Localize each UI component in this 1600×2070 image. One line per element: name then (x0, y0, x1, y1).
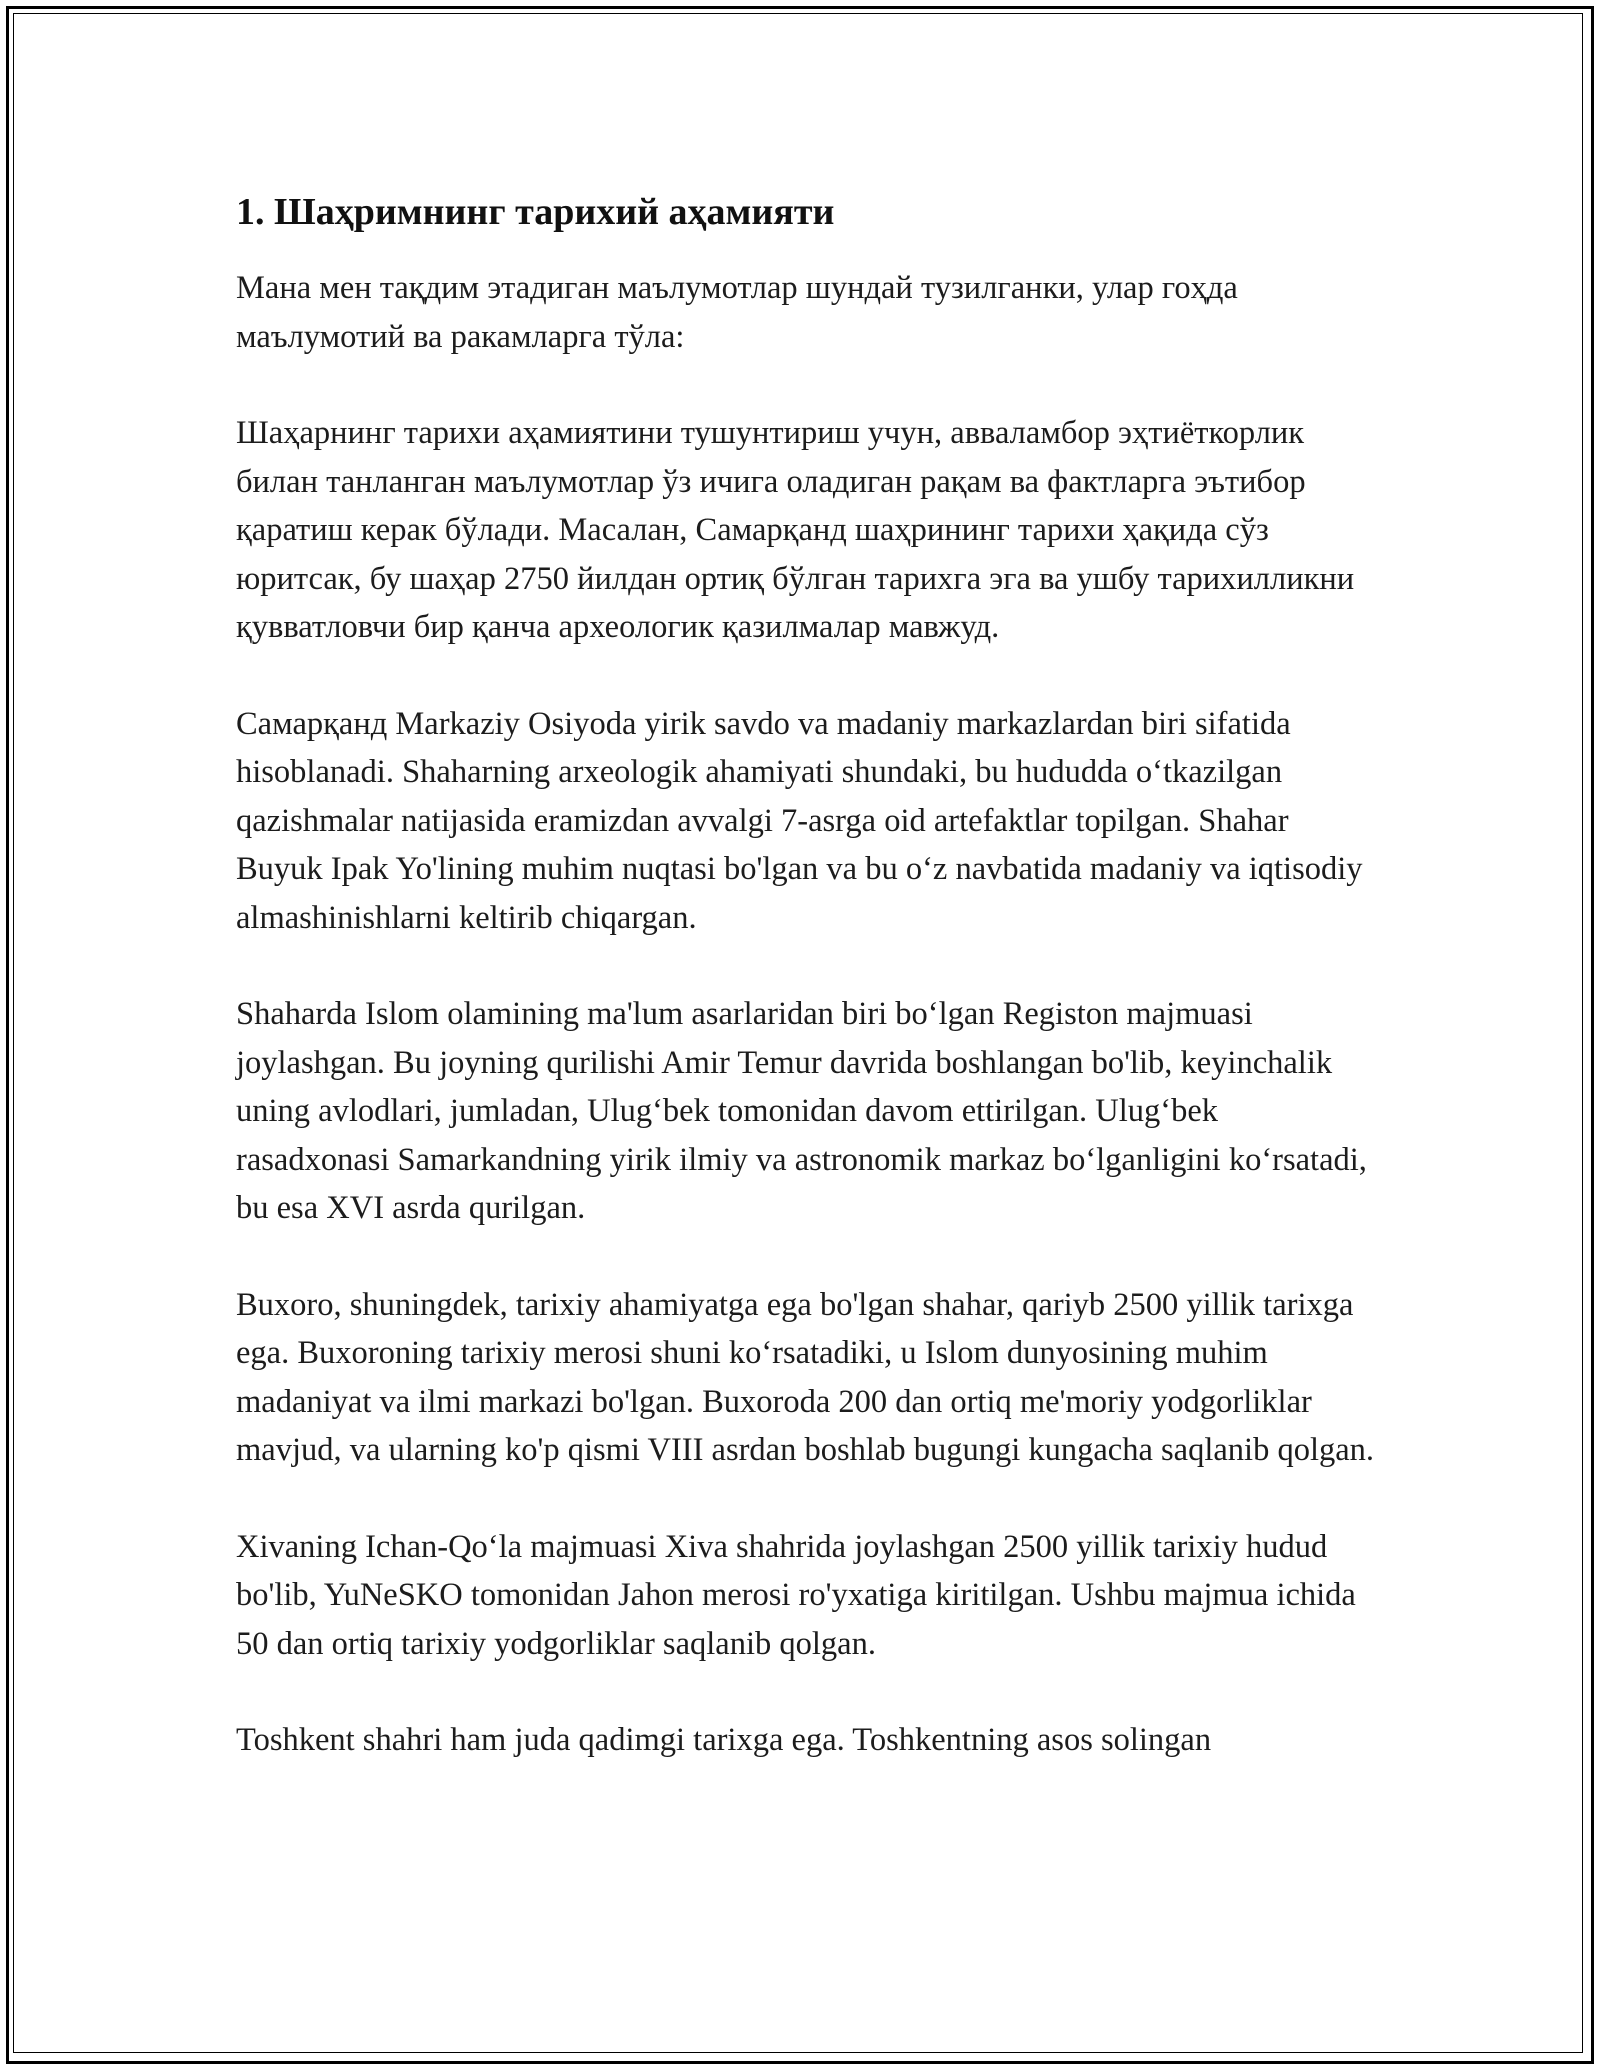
paragraph-samarkand-history: Шаҳарнинг тарихи аҳамиятини тушунтириш учун, авваламбор эҳтиёткорлик билан танланган маълумотлар ўз ичига оладиган рақам ва фактларга эътибор қаратиш керак бўлади. Масалан, Самарқанд шаҳрининг тарихи ҳақида сўз юритсак, бу шаҳар 2750 йилдан ортиқ бўлган тарихга эга ва ушбу тарихилликни қувватловчи бир қанча археологик қазилмалар мавжуд. (236, 415, 1355, 645)
paragraph-intro: Мана мен тақдим этадиган маълумотлар шундай тузилганки, улар гоҳда маълумотий ва ракамларга тўла: (236, 270, 1238, 355)
document-body (236, 188, 1376, 1765)
section-heading: 1. Шаҳримнинг тарихий аҳамияти (236, 191, 835, 233)
paragraph-tashkent: Toshkent shahri ham juda qadimgi tarixga ega. Toshkentning asos solingan (236, 1722, 1212, 1758)
paragraph-khiva: Xivaning Ichan-Qoʻla majmuasi Xiva shahrida joylashgan 2500 yillik tarixiy hudud bo'lib, YuNeSKO tomonidan Jahon merosi ro'yxatiga kiritilgan. Ushbu majmua ichida 50 dan ortiq tarixiy yodgorliklar saqlanib qolgan. (236, 1528, 1356, 1662)
paragraph-registan: Shaharda Islom olamining ma'lum asarlaridan biri boʻlgan Registon majmuasi joylashgan. Bu joyning qurilishi Amir Temur davrida boshlangan bo'lib, keyinchalik uning avlodlari, jumladan, Ulugʻbek tomonidan davom ettirilgan. Ulugʻbek rasadxonasi Samarkandning yirik ilmiy va astronomik markaz boʻlganligini koʻrsatadi, bu esa XVI asrda qurilgan. (236, 996, 1367, 1226)
paragraph-samarkand-trade: Самарқанд Markaziy Osiyoda yirik savdo va madaniy markazlardan biri sifatida hisoblanadi. Shaharning arxeologik ahamiyati shundaki, bu hududda oʻtkazilgan qazishmalar natijasida eramizdan avvalgi 7-asrga oid artefaktlar topilgan. Shahar Buyuk Ipak Yo'lining muhim nuqtasi bo'lgan va bu oʻz navbatida madaniy va iqtisodiy almashinishlarni keltirib chiqargan. (236, 705, 1363, 936)
paragraph-bukhara: Buxoro, shuningdek, tarixiy ahamiyatga ega bo'lgan shahar, qariyb 2500 yillik tarixga ega. Buxoroning tarixiy merosi shuni koʻrsatadiki, u Islom dunyosining muhim madaniyat va ilmi markazi bo'lgan. Buxoroda 200 dan ortiq me'moriy yodgorliklar mavjud, va ularning ko'p qismi VIII asrdan boshlab bugungi kungacha saqlanib qolgan. (236, 1286, 1375, 1468)
